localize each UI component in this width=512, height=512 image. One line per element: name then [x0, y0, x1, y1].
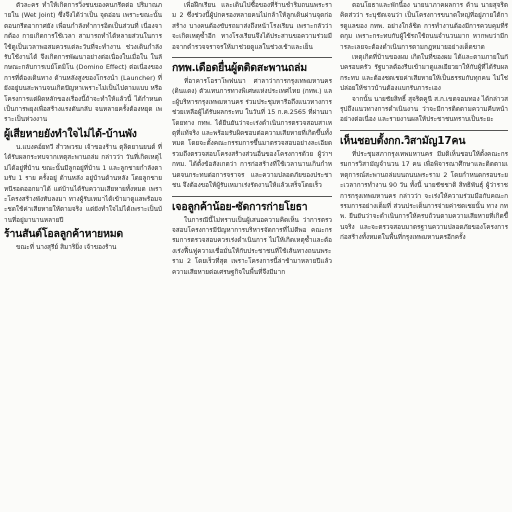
article-paragraph: ที่อาคารโอราโพฟนนา ศาลาว่าการกรุงเทพมหานคร (ดินแดง) ตัวแทนการทางพิเศษแห่งประเทศไทย (กทพ.) และผู้บริหารกรุงเทพมหานคร ร่วมประชุมหารือถึงแนวทางการช่วยเหลือผู้ได้รับผลกระทบ ในวันที่ 15 ก.ค.2565 ที่ผ่านมา โดยทาง กทพ. ได้ยืนยันว่าจะเร่งดำเนินการตรวจสอบสาเหตุที่แท้จริง และพร้อมรับผิดชอบต่อความเสียหายที่เกิดขึ้นทั้งหมด โดยจะตั้งคณะกรรมการขึ้นมาตรวจสอบอย่างละเอียด รวมถึงตรวจสอบโครงสร้างส่วนอื่นของโครงการด้วย ผู้ว่าฯ กทม. ได้ตั้งข้อสังเกตว่า การก่อสร้างที่ใช้เวลานานเกินกำหนดจนกระทบต่อการจราจร และความปลอดภัยของประชาชน จึงต้องขอให้ผู้รับเหมาเร่งรัดงานให้แล้วเสร็จโดยเร็ว: [172, 77, 332, 190]
section-heading: ผู้เสียหายยังทำใจไม่ได้-บ้านพัง: [4, 127, 137, 140]
column-1: [4, 0, 162, 512]
section-divider: [172, 196, 332, 197]
article-paragraph: ขณะที่ นางสุรีย์ สิมาริยิ่ง เจ้าของร้าน: [16, 243, 117, 252]
section-heading: เห็นชอบตั้งกก.วิสามัญ17คน: [340, 134, 466, 147]
article-paragraph: ตอนโยธาและพักนี้อง นายนาภาคผลการ ด้าน นายสุจริตคิดส่วว่า ระบุชัดเจนว่า เป็นโครงการขนาดใหญ่ที่อยู่ภายใต้การดูแลของ กทพ. อย่างใกล้ชิด การทำงานต้องมีการควบคุมที่รัดกุม เพราะกระทบกับผู้ใช้รถใช้ถนนจำนวนมาก หากพบว่ามีการละเลยจะต้องดำเนินการตามกฎหมายอย่างเด็ดขาด: [340, 1, 508, 51]
column-2: [172, 0, 332, 512]
article-paragraph: ที่ประชุมสภากรุงเทพมหานคร มีมติเห็นชอบให้ตั้งคณะกรรมการวิสามัญจำนวน 17 คน เพื่อพิจารณาศึกษาและติดตามเหตุการณ์สะพานถล่มบนถนนพระราม 2 โดยกำหนดกรอบระยะเวลาการทำงาน 90 วัน ทั้งนี้ นายชัชชาติ สิทธิพันธุ์ ผู้ว่าราชการกรุงเทพมหานคร กล่าวว่า จะเร่งให้ความร่วมมือกับคณะกรรมการอย่างเต็มที่ ส่วนประเด็นการจ่ายค่าชดเชยนั้น ทาง กทพ. ยืนยันว่าจะดำเนินการให้ครบถ้วนตามความเสียหายที่เกิดขึ้นจริง และจะตรวจสอบมาตรฐานความปลอดภัยของโครงการก่อสร้างทั้งหมดในพื้นที่กรุงเทพมหานครอีกครั้ง: [340, 149, 508, 242]
article-paragraph: เพื่อฝึกเรียน และเดินไปซื้อของที่ร้านชำริมถนนพระราม 2 ซึ่งช่วงนี้ผู้ปกครองหลายคนไม่กล้าให้ลูกเดินผ่านจุดก่อสร้าง บางคนต้องขับรถมาส่งถึงหน้าโรงเรียน เพราะกลัวว่าจะเกิดเหตุซ้ำอีก ทางโรงเรียนจึงได้ประสานขอความร่วมมือจากตำรวจจราจรให้มาช่วยดูแลในช่วงเช้าและเย็น: [172, 1, 332, 51]
column-3: [340, 0, 508, 512]
section-divider: [340, 130, 508, 131]
section-divider: [172, 57, 332, 58]
article-paragraph: จากนั้น นายชัยสิทธิ์ สุจริตคูนี ส.ก.เขตจอมทอง ได้กล่าวสรุปถึงแนวทางการดำเนินงาน ว่าจะมีการติดตามความคืบหน้าอย่างต่อเนื่อง และรายงานผลให้ประชาชนทราบเป็นระยะ: [340, 94, 508, 124]
article-paragraph: ตัวละคร ทำให้เกิดการวิ่งชนของคนกรีดต่อ ปริมาณภายใน (Wet Joint) ซึ่งจึงได้ว่าเป็น จุดอ่อน เพราะขณะนั้นตอนกรีดอากาศยัง เพื่อนกำลังทำการอิดเป็นส่วนที่ เนื่องจากต้อง กายเกิดการใช้เวลา สามารถทำได้หลายส่วนในการ ใช้ดูเป็นเวลาพอสมควรแต่ละวันที่จะทำงาน ช่วงเดินกำลังรับใช้งานได้ จึงเกิดการพัฒนาอย่างต่อเนื่องในเมื่อใน ในลักษณะกลับการเบย์โดมิโน (Domino Effect) ต่อเนื่องของการที่ต้องเดินทาง ด้านหลังสูงของโกรงนำ (Launcher) ที่ยังอยู่บนสะพานจนเกิดปัญหาเพราะไม่เป็นไปตามแบบ หรือโครงการแต่ผิดหลักของเรื่องนี้ถ้าจะทำให้แล้วนี้ ได้กำหนดเป็นการพยุงเพื่อสร้างแรงดันกลับ จนหลายครั้งต้องหยุด เพราะเป็นห่วงงาน: [4, 1, 162, 124]
article-paragraph: เหตุเกิดที่บ้านของผม เกิดในที่ของผม ได้และตามภายในกับครอบครัว รัฐบาลต้องรีบเข้ามาดูแลเยียวยาให้กับผู้ที่ได้รับผลกระทบ และต้องชดเชยค่าเสียหายให้เป็นธรรมกับทุกคน ไม่ใช่ปล่อยให้ชาวบ้านต้องแบกรับภาระเอง: [340, 53, 508, 93]
article-paragraph: น.แบงคอ์ยทวี สำวพวรม เจ้าของร้าน ตุลิตยานยนต์ ที่ได้รับผลกระทบจากเหตุสะพานถล่ม กล่าวว่า วันที่เกิดเหตุไม่ได้อยู่ที่บ้าน ขณะนั้นมีลูกอยู่ที่บ้าน 1 และลูกชายกำลังตามรับ 1 ราย ครั้งอยู่ ด้านหลัง อยู่บ้านด้านหลัง โดยลูกชายหนีรอดออกมาได้ แต่บ้านได้รับความเสียหายทั้งหมด เพราะโครงสร้างพังทับลงมา ทางผู้รับเหมาได้เข้ามาดูแลพร้อมจะชดใช้ค่าเสียหายให้ตามจริง แต่ยังทำใจไม่ได้เพราะเป็นบ้านที่อยู่มานานหลายปี: [4, 142, 162, 224]
section-heading: กทพ.เดือดยื่นผู้ตติดสะพานถล่ม: [172, 62, 308, 75]
article-paragraph: ในการณีนี้ไม่ทราบเป็นผู้เสนอความคิดเห็น ว่าการตรวจสอบโครงการมีปัญหาการบริหารจัดการที่ไม่ดีพอ คณะกรรมการตรวจสอบควรเร่งดำเนินการ ไม่ให้เกิดเหตุซ้ำและต้องเร่งฟื้นฟูความเชื่อมั่นให้กับประชาชนที่ใช้เส้นทางถนนพระราม 2 โดยเร็วที่สุด เพราะโครงการนี้ล่าช้ามาหลายปีแล้ว ความเสียหายต่อเศรษฐกิจในพื้นที่จึงมีมาก: [172, 215, 332, 276]
section-heading: ร้านสันต์โอลลูกค้าหายหมด: [4, 228, 124, 241]
section-heading: เจอลูกค้าน้อย-ซัดการก่ายโยธา: [172, 200, 308, 213]
